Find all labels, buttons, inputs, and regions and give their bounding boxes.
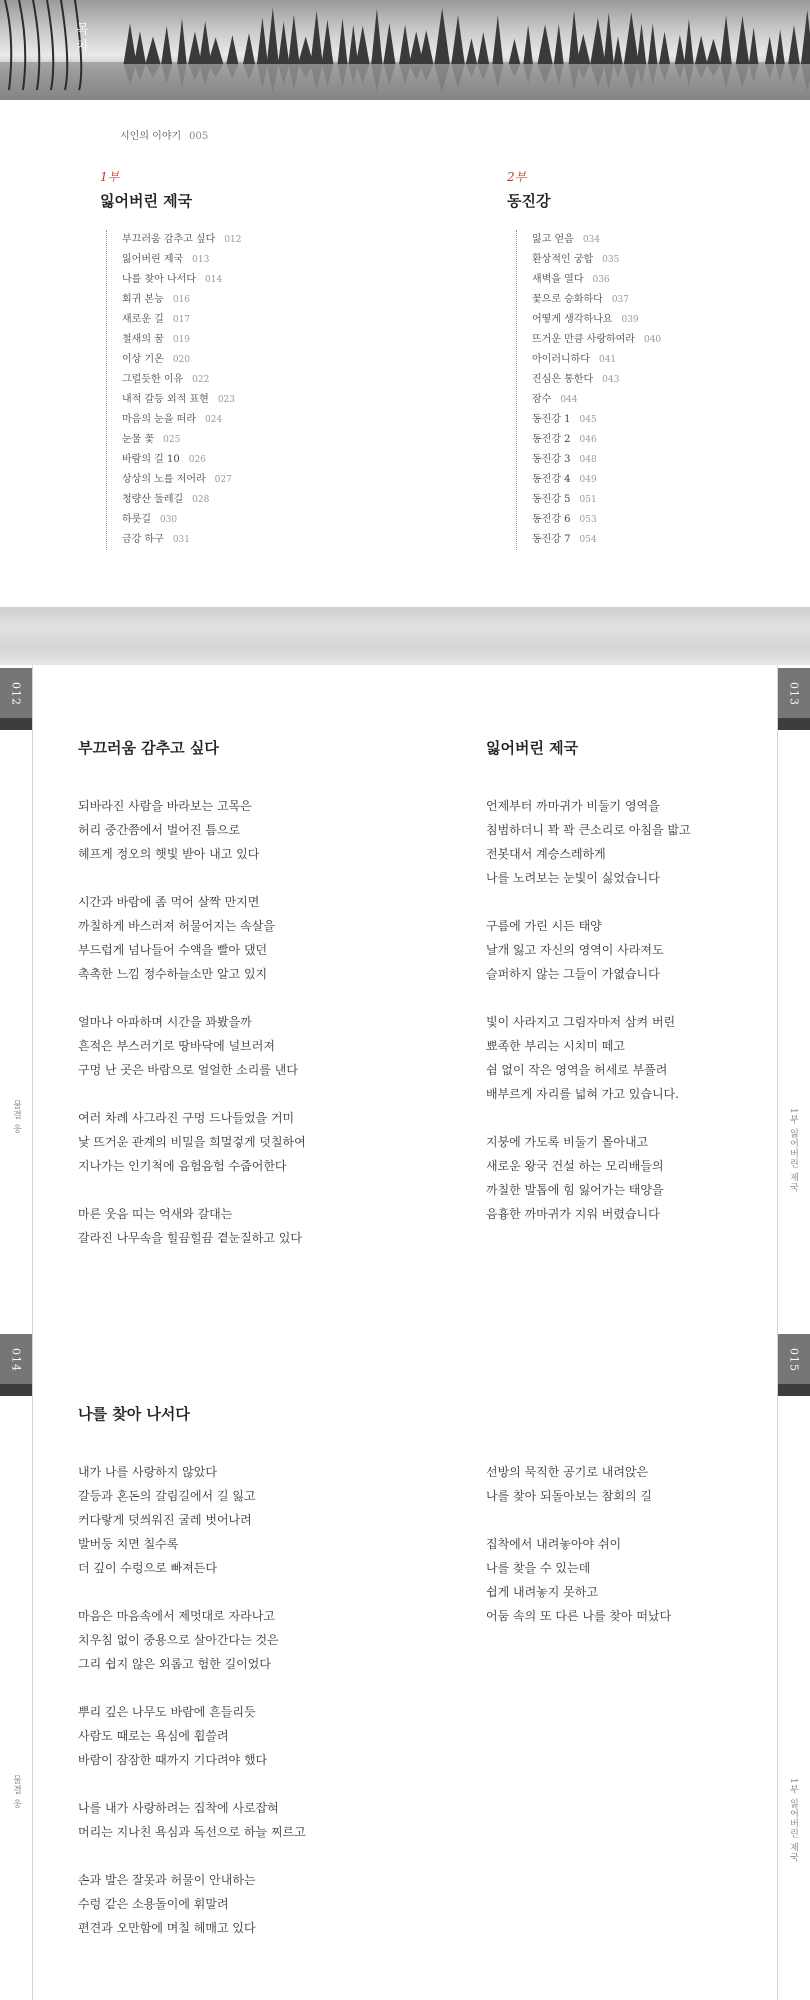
tree-shape bbox=[371, 8, 382, 64]
toc-item[interactable] bbox=[122, 450, 242, 470]
poem-stanza bbox=[78, 1460, 398, 1580]
tree-shape bbox=[749, 27, 759, 64]
part1-label: 1부 bbox=[100, 170, 120, 184]
tree-shape bbox=[278, 21, 289, 64]
toc-item-page: 019 bbox=[172, 335, 191, 345]
poem-line: 음흉한 까마귀가 지워 버렸습니다 bbox=[486, 1207, 660, 1221]
toc-item-label: 상상의 노를 저어라 bbox=[122, 474, 206, 485]
tree-shape bbox=[675, 35, 685, 64]
poem-line: 마음은 마음속에서 제멋대로 자라나고 bbox=[78, 1609, 275, 1623]
toc-item-label: 하룻길 bbox=[122, 514, 151, 525]
tree-shape bbox=[257, 18, 268, 64]
toc-item[interactable] bbox=[532, 530, 661, 550]
tree-shape bbox=[554, 24, 564, 64]
toc-item[interactable] bbox=[122, 430, 242, 450]
tree-shape bbox=[736, 16, 749, 64]
toc-item-label: 동진강 4 bbox=[532, 474, 571, 485]
poem-line: 낯 뜨거운 관계의 비밀을 희멀겋게 덧칠하여 bbox=[78, 1135, 306, 1149]
poem-line: 새로운 왕국 건설 하는 모리배들의 bbox=[486, 1159, 664, 1173]
tree-shape bbox=[477, 32, 489, 64]
poem-line: 언제부터 까마귀가 비둘기 영역을 bbox=[486, 799, 660, 813]
tree-shape bbox=[161, 26, 172, 64]
part2-label: 2부 bbox=[507, 170, 527, 184]
toc-item[interactable] bbox=[532, 290, 661, 310]
poem-line: 지붕에 가도록 비둘기 몰아내고 bbox=[486, 1135, 649, 1149]
toc-item-label: 내적 갈등 외적 표현 bbox=[122, 394, 209, 405]
page-number: 015 bbox=[787, 1348, 801, 1372]
toc-item-label: 잠수 bbox=[532, 394, 552, 405]
toc-item-page: 041 bbox=[598, 355, 617, 365]
poem-line: 손과 발은 잘못과 허물이 안내하는 bbox=[78, 1873, 256, 1887]
toc-item[interactable] bbox=[532, 470, 661, 490]
toc-item-label: 부끄러움 감추고 싶다 bbox=[122, 234, 216, 245]
toc-item[interactable] bbox=[122, 530, 242, 550]
poem-title: 잃어버린 제국 bbox=[486, 739, 579, 757]
toc-item-label: 철새의 꿈 bbox=[122, 334, 164, 345]
poem-line: 나를 내가 사랑하려는 집착에 사로잡혀 bbox=[78, 1801, 279, 1815]
poem-line: 구멍 난 곳은 바람으로 얼얼한 소리를 낸다 bbox=[78, 1063, 298, 1077]
poem-line: 쉽게 내려놓지 못하고 bbox=[486, 1585, 598, 1599]
poem-line: 어둠 속의 또 다른 나를 찾아 떠났다 bbox=[486, 1609, 672, 1623]
poem-line: 되바라진 사람을 바라보는 고목은 bbox=[78, 799, 252, 813]
poem-line: 사람도 때로는 욕심에 휩쓸려 bbox=[78, 1729, 229, 1743]
poem-line: 그리 쉽지 않은 외롭고 험한 길이었다 bbox=[78, 1657, 271, 1671]
poem-line: 슬퍼하지 않는 그들이 가엾습니다 bbox=[486, 967, 660, 981]
poem-stanza bbox=[486, 1130, 806, 1226]
toc-item-label: 회귀 본능 bbox=[122, 294, 164, 305]
part2-title: 동진강 bbox=[507, 192, 551, 210]
tree-shape bbox=[134, 31, 146, 64]
part2-toc-list bbox=[516, 230, 661, 550]
toc-item-page: 040 bbox=[643, 335, 662, 345]
poem-line: 내가 나를 사랑하지 않았다 bbox=[78, 1465, 217, 1479]
toc-item-label: 동진강 6 bbox=[532, 514, 571, 525]
toc-intro-page: 005 bbox=[189, 131, 209, 142]
tree-shape bbox=[177, 18, 187, 64]
toc-item-page: 020 bbox=[172, 355, 191, 365]
toc-item-label: 바람의 길 10 bbox=[122, 454, 180, 465]
toc-item-label: 이상 기온 bbox=[122, 354, 164, 365]
tree-shape bbox=[590, 18, 605, 64]
toc-item-label: 그럴듯한 이유 bbox=[122, 374, 184, 385]
toc-item-label: 동진강 5 bbox=[532, 494, 571, 505]
poem-line: 까칠한 발톱에 힘 잃어가는 태양을 bbox=[486, 1183, 664, 1197]
toc-item-label: 새로운 길 bbox=[122, 314, 164, 325]
toc-item-page: 013 bbox=[192, 255, 210, 265]
section-side-label: 1부 잃어버린 제국 bbox=[788, 1108, 798, 1193]
toc-item-page: 039 bbox=[621, 315, 639, 325]
poem-stanza bbox=[78, 1106, 398, 1178]
tree-shape bbox=[765, 36, 774, 64]
tree-shape bbox=[451, 15, 464, 64]
poem-line: 지나가는 인기척에 음험음험 수줍어한다 bbox=[78, 1159, 287, 1173]
toc-item-label: 동진강 3 bbox=[532, 454, 571, 465]
left-page-edge bbox=[32, 1331, 33, 2000]
toc-item[interactable] bbox=[532, 490, 661, 510]
poem-stanza bbox=[78, 1202, 398, 1250]
poem-line: 커다랗게 덧씌워진 굴레 벗어나려 bbox=[78, 1513, 252, 1527]
poem-line: 갈라진 나무속을 힐끔힐끔 곁눈질하고 있다 bbox=[78, 1231, 302, 1245]
page-number: 013 bbox=[787, 682, 801, 706]
tree-shape bbox=[801, 10, 810, 64]
poem-stanza bbox=[486, 914, 806, 986]
poem-stanza bbox=[78, 1868, 398, 1940]
toc-item-page: 034 bbox=[582, 235, 601, 245]
tree-shape bbox=[695, 36, 707, 64]
tree-shape bbox=[706, 39, 720, 64]
toc-item[interactable] bbox=[122, 370, 242, 390]
part1-title: 잃어버린 제국 bbox=[100, 192, 193, 210]
toc-item-label: 아이러니하다 bbox=[532, 354, 590, 365]
toc-item[interactable] bbox=[122, 350, 242, 370]
toc-item-page: 027 bbox=[214, 475, 232, 485]
page-number-tab-left bbox=[0, 668, 32, 730]
toc-item[interactable] bbox=[532, 430, 661, 450]
poem-line: 뾰족한 부리는 시치미 떼고 bbox=[486, 1039, 625, 1053]
toc-item[interactable] bbox=[122, 250, 242, 270]
tree-shape bbox=[637, 23, 646, 64]
poem-line: 여러 차례 사그라진 구멍 드나들었을 거미 bbox=[78, 1111, 295, 1125]
poem-line: 까칠하게 바스러져 허물어지는 속살을 bbox=[78, 919, 275, 933]
poem-title: 부끄러움 감추고 싶다 bbox=[78, 739, 219, 757]
poem-line: 흔적은 부스러기로 땅바닥에 널브러져 bbox=[78, 1039, 275, 1053]
poem-line: 바람이 잠잠한 때까지 기다려야 했다 bbox=[78, 1753, 268, 1767]
toc-item-page: 028 bbox=[192, 495, 210, 505]
toc-item[interactable] bbox=[532, 390, 661, 410]
tree-shape bbox=[492, 15, 503, 64]
tab-accent bbox=[778, 718, 810, 730]
toc-item-label: 잃고 얻음 bbox=[532, 234, 574, 245]
poem-line: 뿌리 깊은 나무도 바람에 흔들리듯 bbox=[78, 1705, 256, 1719]
poem-stanza bbox=[78, 794, 398, 866]
toc-item-label: 금강 하구 bbox=[122, 534, 164, 545]
toc-item-label: 뜨거운 만큼 사랑하여라 bbox=[532, 334, 635, 345]
tree-shape bbox=[523, 25, 533, 64]
left-page-edge bbox=[32, 665, 33, 1331]
poem-stanza bbox=[78, 1010, 398, 1082]
tree-shape bbox=[576, 34, 590, 64]
poem-line: 수렁 같은 소용돌이에 휘말려 bbox=[78, 1897, 229, 1911]
tree-shape bbox=[538, 24, 553, 64]
toc-item-page: 012 bbox=[224, 235, 242, 245]
toc-item-page: 025 bbox=[163, 435, 181, 445]
tree-shape bbox=[788, 25, 800, 64]
tree-shape bbox=[684, 19, 694, 64]
toc-item[interactable] bbox=[532, 450, 661, 470]
toc-item-label: 어떻게 생각하나요 bbox=[532, 314, 613, 325]
toc-item[interactable] bbox=[122, 410, 242, 430]
toc-item-page: 054 bbox=[579, 535, 597, 545]
poem-stanza bbox=[486, 1460, 806, 1508]
header-banner bbox=[0, 0, 810, 100]
toc-item-page: 024 bbox=[204, 415, 223, 425]
poem-line: 쉼 없이 작은 영역을 허세로 부풀려 bbox=[486, 1063, 668, 1077]
tree-shape bbox=[659, 32, 670, 64]
toc-item-label: 새벽을 열다 bbox=[532, 274, 584, 285]
poem-line: 구름에 가린 시든 태양 bbox=[486, 919, 602, 933]
toc-item[interactable] bbox=[532, 350, 661, 370]
toc-item[interactable] bbox=[532, 410, 661, 430]
poem-line: 전봇대서 계승스레하게 bbox=[486, 847, 606, 861]
toc-item-page: 053 bbox=[579, 515, 597, 525]
toc-item-page: 035 bbox=[602, 255, 620, 265]
toc-item[interactable] bbox=[122, 310, 242, 330]
toc-item[interactable] bbox=[532, 510, 661, 530]
poem-title: 나를 찾아 나서다 bbox=[78, 1405, 190, 1423]
tab-accent bbox=[778, 1384, 810, 1396]
poem-stanza bbox=[78, 890, 398, 986]
tree-shape bbox=[569, 10, 580, 64]
tree-shape bbox=[199, 21, 211, 64]
tree-shape bbox=[267, 7, 279, 64]
toc-item[interactable] bbox=[532, 250, 661, 270]
toc-item-page: 026 bbox=[188, 455, 206, 465]
poem-line: 침범하더니 꽉 꽉 큰소리로 아침을 밟고 bbox=[486, 823, 691, 837]
tree-shape bbox=[648, 23, 657, 64]
toc-item-label: 동진강 2 bbox=[532, 434, 571, 445]
toc-item-page: 030 bbox=[159, 515, 178, 525]
paper-texture-divider bbox=[0, 607, 810, 665]
tree-shape bbox=[288, 14, 299, 64]
toc-item[interactable] bbox=[122, 290, 242, 310]
tree-shape bbox=[613, 36, 622, 64]
page-number: 014 bbox=[9, 1348, 23, 1372]
poem-line: 마른 웃음 띠는 억새와 갈대는 bbox=[78, 1207, 233, 1221]
poem-line: 더 깊이 수렁으로 빠져든다 bbox=[78, 1561, 217, 1575]
toc-item[interactable] bbox=[122, 510, 242, 530]
toc-item[interactable] bbox=[532, 370, 661, 390]
poem-body bbox=[486, 794, 806, 1250]
toc-item-label: 꽃으로 승화하다 bbox=[532, 294, 603, 305]
poem-line: 허리 중간쯤에서 벌어진 틈으로 bbox=[78, 823, 241, 837]
poem-line: 빛이 사라지고 그림자마저 삼켜 버린 bbox=[486, 1015, 676, 1029]
poem-line: 헤프게 정오의 햇빛 받아 내고 있다 bbox=[78, 847, 260, 861]
poem-stanza bbox=[486, 1010, 806, 1106]
tree-shape bbox=[466, 38, 477, 64]
toc-item[interactable] bbox=[122, 490, 242, 510]
poem-body bbox=[78, 794, 398, 1274]
toc-item-page: 045 bbox=[579, 415, 597, 425]
poem-line: 갈등과 혼돈의 갈림길에서 길 잃고 bbox=[78, 1489, 256, 1503]
tree-shape bbox=[243, 33, 255, 64]
toc-item-label: 청량산 둘레길 bbox=[122, 494, 184, 505]
toc-intro-label: 시인의 이야기 bbox=[120, 131, 182, 142]
poem-line: 선방의 묵직한 공기로 내려앉은 bbox=[486, 1465, 649, 1479]
toc-item-page: 044 bbox=[560, 395, 578, 405]
poem-line: 편견과 오만함에 며칠 헤매고 있다 bbox=[78, 1921, 256, 1935]
page-number-tab-left bbox=[0, 1334, 32, 1396]
poem-body bbox=[78, 1460, 398, 1964]
toc-item-page: 049 bbox=[579, 475, 597, 485]
poem-line: 집착에서 내려놓아야 쉬이 bbox=[486, 1537, 622, 1551]
toc-item-label: 진심은 통한다 bbox=[532, 374, 594, 385]
tree-shape bbox=[399, 25, 411, 64]
toc-item-label: 눈물 꽃 bbox=[122, 434, 155, 445]
tree-shape bbox=[226, 35, 238, 64]
tree-shape bbox=[356, 26, 370, 64]
tree-shape bbox=[509, 39, 521, 64]
toc-intro bbox=[120, 127, 208, 142]
toc-item[interactable] bbox=[532, 230, 661, 250]
author-side-label: 물결 웅 bbox=[11, 1100, 21, 1134]
tree-shape bbox=[208, 37, 224, 64]
page-number-tab-right bbox=[778, 1334, 810, 1396]
right-page-edge bbox=[777, 1331, 778, 2000]
toc-item-label: 동진강 1 bbox=[532, 414, 571, 425]
toc-item[interactable] bbox=[122, 390, 242, 410]
tree-shape bbox=[434, 8, 449, 64]
toc-item[interactable] bbox=[122, 230, 242, 250]
toc-item[interactable] bbox=[122, 330, 242, 350]
tree-shape bbox=[338, 18, 348, 64]
tree-shape bbox=[322, 20, 334, 64]
poem-stanza bbox=[78, 1796, 398, 1844]
toc-item-page: 016 bbox=[172, 295, 191, 305]
poem-line: 촉촉한 느낌 정수하늘소만 알고 있지 bbox=[78, 967, 268, 981]
toc-item-page: 023 bbox=[217, 395, 236, 405]
poem-line: 부드럽게 넘나들어 수액을 빨아 댔던 bbox=[78, 943, 268, 957]
toc-item[interactable] bbox=[122, 270, 242, 290]
tree-shape bbox=[604, 12, 614, 64]
toc-item-page: 031 bbox=[172, 535, 191, 545]
poem-body bbox=[486, 1460, 806, 1652]
toc-item-page: 022 bbox=[192, 375, 210, 385]
tree-shape bbox=[419, 30, 433, 64]
toc-item-label: 환상적인 궁합 bbox=[532, 254, 594, 265]
poem-stanza bbox=[78, 1604, 398, 1676]
tree-shape bbox=[624, 12, 639, 64]
tree-shape bbox=[310, 11, 322, 64]
poem-line: 발버둥 치면 칠수록 bbox=[78, 1537, 179, 1551]
tab-accent bbox=[0, 1384, 32, 1396]
tree-shape bbox=[776, 29, 785, 64]
toc-item-page: 017 bbox=[172, 315, 191, 325]
toc-item-page: 043 bbox=[602, 375, 620, 385]
toc-item-page: 014 bbox=[204, 275, 223, 285]
forest-landscape-illustration bbox=[0, 0, 810, 100]
page-number-tab-right bbox=[778, 668, 810, 730]
toc-item-page: 036 bbox=[592, 275, 610, 285]
poem-line: 나를 찾을 수 있는데 bbox=[486, 1561, 591, 1575]
author-side-label: 물결 웅 bbox=[11, 1775, 21, 1809]
part1-toc-list bbox=[106, 230, 242, 550]
toc-item-page: 037 bbox=[611, 295, 629, 305]
poem-line: 나를 노려보는 눈빛이 싫었습니다 bbox=[486, 871, 660, 885]
poem-line: 얼마나 아파하며 시간을 꽈봤을까 bbox=[78, 1015, 252, 1029]
poem-line: 머리는 지나친 욕심과 독선으로 하늘 찌르고 bbox=[78, 1825, 306, 1839]
toc-item-label: 동진강 7 bbox=[532, 534, 571, 545]
poem-line: 배부르게 자리를 넓혀 가고 있습니다. bbox=[486, 1087, 679, 1101]
toc-item-label: 나를 찾아 나서다 bbox=[122, 274, 196, 285]
toc-item[interactable] bbox=[532, 270, 661, 290]
poem-line: 날개 잃고 자신의 영역이 사라져도 bbox=[486, 943, 664, 957]
toc-item-page: 048 bbox=[579, 455, 597, 465]
tree-shape bbox=[124, 23, 137, 64]
poem-line: 시간과 바람에 좀 먹어 살짝 만지면 bbox=[78, 895, 260, 909]
toc-item-page: 051 bbox=[579, 495, 597, 505]
toc-item-label: 잃어버린 제국 bbox=[122, 254, 184, 265]
tree-shape bbox=[383, 23, 395, 64]
banner-title: 목차 bbox=[73, 22, 88, 56]
poem-line: 나를 찾아 되돌아보는 참회의 길 bbox=[486, 1489, 652, 1503]
toc-item-page: 046 bbox=[579, 435, 597, 445]
poem-stanza bbox=[486, 794, 806, 890]
toc-item[interactable] bbox=[532, 310, 661, 330]
toc-item[interactable] bbox=[122, 470, 242, 490]
page-number: 012 bbox=[9, 682, 23, 706]
toc-item[interactable] bbox=[532, 330, 661, 350]
toc-item-label: 마음의 눈을 떠라 bbox=[122, 414, 196, 425]
section-side-label: 1부 잃어버린 제국 bbox=[788, 1778, 798, 1863]
tree-shape bbox=[145, 36, 160, 64]
poem-line: 치우침 없이 중용으로 살아간다는 것은 bbox=[78, 1633, 279, 1647]
poem-stanza bbox=[486, 1532, 806, 1628]
tree-shape bbox=[720, 15, 731, 64]
poem-stanza bbox=[78, 1700, 398, 1772]
tab-accent bbox=[0, 718, 32, 730]
tree-shape bbox=[349, 25, 359, 64]
